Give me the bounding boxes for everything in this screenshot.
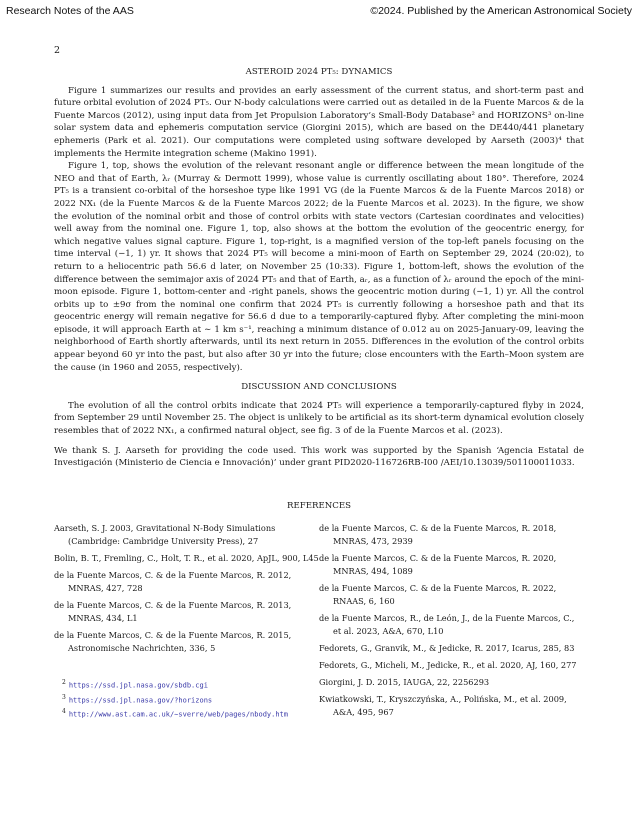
section-title-dynamics: ASTEROID 2024 PT₅: DYNAMICS bbox=[245, 67, 393, 77]
reference-item: de la Fuente Marcos, C. & de la Fuente Marcos, R. 2013, MNRAS, 434, L1 bbox=[54, 600, 292, 624]
paragraph-discussion: The evolution of all the control orbits indicate that 2024 PT₅ will experience a temporarily-captured flyby in 2024, from September 29 until November 25. The object is unlikely to be artificial as its short-term dynamical evolution closely resembles that of 2022 NX₁, a confirmed natural object, see fig. 3 of de la Fuente Marcos et al. (2023). bbox=[54, 400, 584, 437]
reference-item: Fedorets, G., Granvik, M., & Jedicke, R. 2017, Icarus, 285, 83 bbox=[319, 643, 575, 654]
references-title: REFERENCES bbox=[287, 500, 351, 511]
acknowledgments: We thank S. J. Aarseth for providing the code used. This work was supported by the Spanish ‘Agencia Estatal de Investigación (Ministerio de Ciencia e Innovación)’ under grant PID2020-116726RB-I00 /AEI/10.13039/501100011033. bbox=[54, 445, 584, 469]
footnotes bbox=[54, 677, 319, 720]
references-list bbox=[54, 522, 584, 723]
reference-item: Fedorets, G., Micheli, M., Jedicke, R., et al. 2020, AJ, 160, 277 bbox=[319, 660, 577, 671]
references-left-column bbox=[54, 522, 319, 723]
footnote-2: $^2$ https://ssd.jpl.nasa.gov/sbdb.cgi bbox=[62, 679, 208, 690]
footnote-4: $^4$ http://www.ast.cam.ac.uk/∼sverre/web/pages/nbody.htm bbox=[62, 708, 288, 719]
reference-item: de la Fuente Marcos, R., de León, J., de la Fuente Marcos, C., et al. 2023, A&A, 670, L10 bbox=[319, 613, 575, 637]
reference-item: Bolin, B. T., Fremling, C., Holt, T. R., et al. 2020, ApJL, 900, L45 bbox=[54, 553, 319, 564]
reference-item: de la Fuente Marcos, C. & de la Fuente Marcos, R. 2012, MNRAS, 427, 728 bbox=[54, 570, 292, 594]
section-title-discussion: DISCUSSION AND CONCLUSIONS bbox=[241, 382, 397, 393]
reference-item: Aarseth, S. J. 2003, Gravitational N-Body Simulations (Cambridge: Cambridge University Press), 27 bbox=[54, 523, 276, 547]
footnote-link[interactable]: https://ssd.jpl.nasa.gov/?horizons bbox=[68, 696, 213, 705]
reference-item: de la Fuente Marcos, C. & de la Fuente Marcos, R. 2020, MNRAS, 494, 1089 bbox=[319, 553, 557, 577]
footnote-3: $^3$ https://ssd.jpl.nasa.gov/?horizons bbox=[62, 693, 213, 705]
copyright-notice: ©2024. Published by the American Astronomical Society bbox=[370, 5, 632, 17]
footnote-link[interactable]: http://www.ast.cam.ac.uk/∼sverre/web/pages/nbody.htm bbox=[68, 710, 288, 719]
reference-item: Kwiatkowski, T., Kryszczyńska, A., Polińska, M., et al. 2009, A&A, 495, 967 bbox=[319, 694, 567, 718]
reference-item: de la Fuente Marcos, C. & de la Fuente Marcos, R. 2018, MNRAS, 473, 2939 bbox=[319, 523, 557, 547]
references-right-column bbox=[319, 522, 584, 723]
journal-header bbox=[0, 0, 638, 20]
reference-item: de la Fuente Marcos, C. & de la Fuente Marcos, R. 2015, Astronomische Nachrichten, 336, 5 bbox=[54, 630, 292, 654]
paragraph-dynamics-1: Figure 1 summarizes our results and provides an early assessment of the current status, and short-term past and future orbital evolution of 2024 PT₅. Our N-body calculations were carried out as detailed in de la Fuente Marcos & de la Fuente Marcos (2012), using input data from Jet Propulsion Laboratory’s Small-Body Database² and HORIZONS³ on-line solar system data and ephemeris computation service (Giorgini 2015), which are based on the DE440/441 planetary ephemeris (Park et al. 2021). Our computations were completed using software developed by Aarseth (2003)⁴ that implements the Hermite integration scheme (Makino 1991). bbox=[54, 85, 584, 159]
footnote-link[interactable]: https://ssd.jpl.nasa.gov/sbdb.cgi bbox=[68, 681, 208, 690]
paragraph-dynamics-2: Figure 1, top, shows the evolution of the relevant resonant angle or difference between the mean longitude of the NEO and that of Earth, λᵣ (Murray & Dermott 1999), whose value is currently oscillating about 180°. Therefore, 2024 PT₅ is a transient co-orbital of the horseshoe type like 1991 VG (de la Fuente Marcos & de la Fuente Marcos 2018) or 2022 NX₁ (de la Fuente Marcos & de la Fuente Marcos 2022; de la Fuente Marcos et al. 2023). In the figure, we show the evolution of the nominal orbit and those of control orbits with state vectors (Cartesian coordinates and velocities) well away from the nominal one. Figure 1, top, also shows at the bottom the evolution of the geocentric energy, for which negative values signal capture. Figure 1, top-right, is a magnified version of the top-left panels focusing on the time interval (−1, 1) yr. It shows that 2024 PT₅ will become a mini-moon of Earth on September 29, 2024 (20:02), to return to a heliocentric path 56.6 d later, on November 25 (10:33). Figure 1, bottom-left, shows the evolution of the difference between the semimajor axis of 2024 PT₅ and that of Earth, aᵣ, as a function of λᵣ around the epoch of the mini-moon episode. Figure 1, bottom-center and -right panels, shows the geocentric motion during (−1, 1) yr. All the control orbits up to ±9σ from the nominal one confirm that 2024 PT₅ is currently following a horseshoe path and that its geocentric energy will remain negative for 56.6 d due to a temporarily-captured flyby. After completing the mini-moon episode, it will approach Earth at ∼ 1 km s⁻¹, reaching a minimum distance of 0.012 au on 2025-January-09, leaving the neighborhood of Earth shortly afterwards, until its next return in 2055. Differences in the evolution of the control orbits appear beyond 60 yr into the past, but also after 30 yr into the future; close encounters with the Earth–Moon system are the cause (in 1960 and 2055, respectively). bbox=[54, 161, 584, 373]
reference-item: Giorgini, J. D. 2015, IAUGA, 22, 2256293 bbox=[319, 677, 490, 688]
reference-item: de la Fuente Marcos, C. & de la Fuente Marcos, R. 2022, RNAAS, 6, 160 bbox=[319, 583, 557, 607]
page-number: 2 bbox=[54, 45, 61, 56]
main-content bbox=[54, 66, 584, 723]
journal-name: Research Notes of the AAS bbox=[6, 5, 134, 17]
